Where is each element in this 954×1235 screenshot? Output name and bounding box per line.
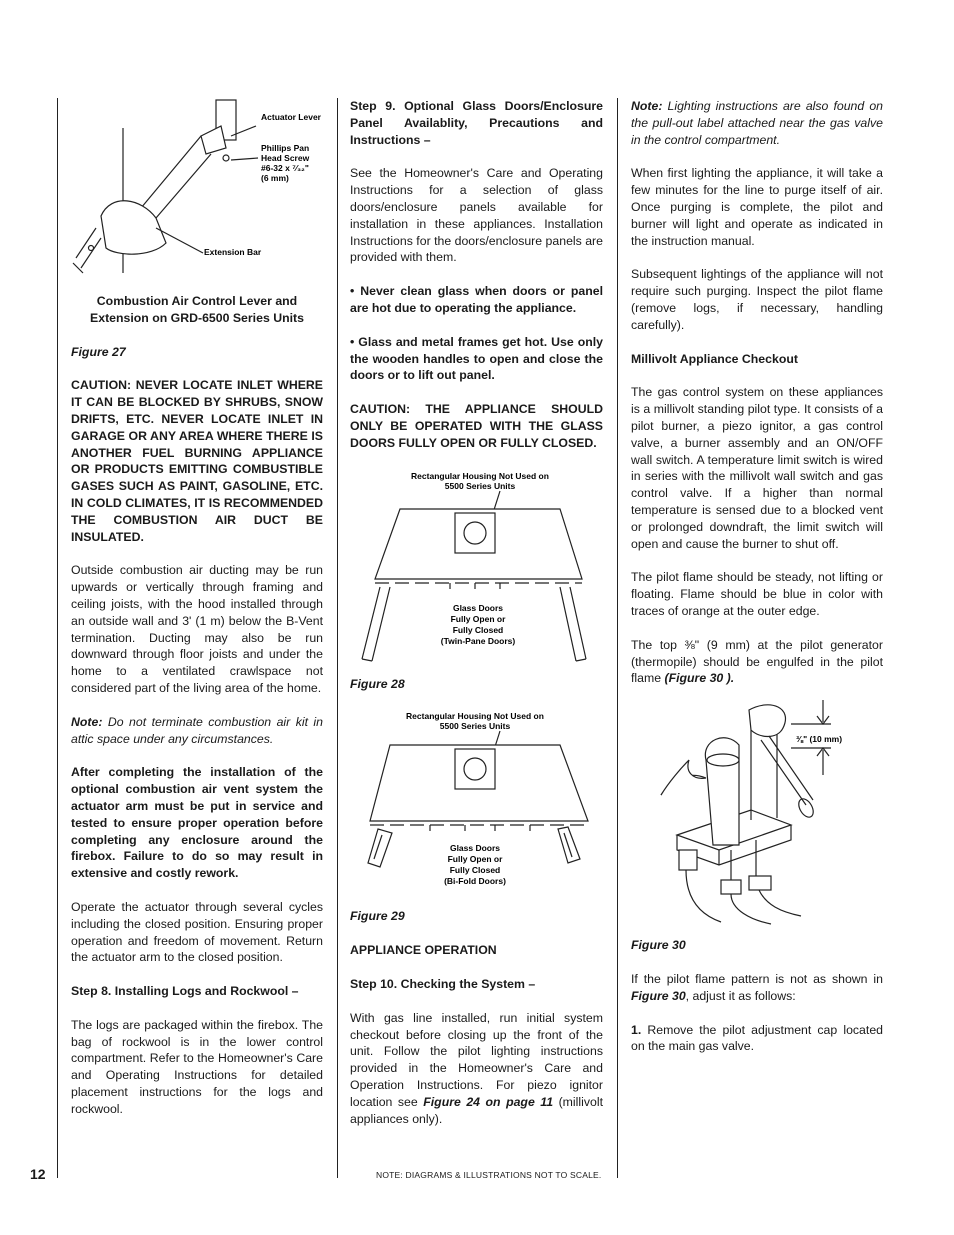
gas-control-paragraph: The gas control system on these appliances is a millivolt standing pilot type. It consists of a pilot burner, a piezo ignitor, a gas control valve, a burner assembly and an ON/OFF wall switch. A temperature limit switch is wired in series with the millivolt wall switch and gas control valve. If a higher than normal temperature is sensed due to a blocked vent or prolonged downdraft, the limit switch will open and cause the burner to shut off. — [631, 385, 883, 551]
fig28-bottom-line-2: Fully Open or — [450, 613, 506, 624]
gasline-paragraph — [350, 1010, 603, 1128]
fig27-screw-label: Phillips Pan Head Screw #6-32 x ⁷⁄₃₂" (6 mm) — [261, 143, 310, 183]
figure-29-illustration — [350, 709, 603, 894]
step-1-number: 1. — [631, 1022, 642, 1037]
fig29-bottom-line-1: Glass Doors — [449, 843, 501, 854]
note-lighting — [631, 98, 883, 148]
figure-27-illustration — [71, 98, 323, 283]
fig30-dimension-label: ⅜" (10 mm) — [796, 734, 843, 745]
gasline-text: With gas line installed, run initial system checkout before closing up the front of the unit. Follow the pilot lighting instructions provided in the Homeowner's Care and Operation Instructions. For piezo ignitor location see — [350, 1010, 603, 1109]
note-lighting-text: Lighting instructions are also found on the pull-out label attached near the gas valve in the control compartment. — [631, 99, 883, 147]
figure-29-label: Figure 29 — [350, 909, 405, 924]
scale-footnote: NOTE: DIAGRAMS & ILLUSTRATIONS NOT TO SCALE. — [376, 1170, 602, 1180]
note-label-col3: Note: — [631, 99, 663, 113]
figure-30-reference-2: Figure 30 — [631, 988, 686, 1003]
see-paragraph: See the Homeowner's Care and Operating Instructions for a selection of glass doors/enclosure panels available for installation in these appliances. Installation Instructions for the doors/enclosure panels are provided with them. — [350, 166, 603, 265]
caution-inlet: CAUTION: NEVER LOCATE INLET WHERE IT CAN BE BLOCKED BY SHRUBS, SNOW DRIFTS, ETC. NEVER LOCATE INLET IN GARAGE OR ANY AREA WHERE THERE IS ANOTHER FUEL BURNING APPLIANCE OR PRODUCTS EMITTING COMBUSTIBLE GASES SUCH AS PAINT, GASOLINE, ETC. IN COLD CLIMATES, IT IS RECOMMENDED THE COMBUSTION AIR DUCT BE INSULATED. — [71, 378, 323, 544]
column-2 — [350, 98, 603, 1144]
top-generator-text: The top ⅜" (9 mm) at the pilot generator (thermopile) should be engulfed in the pilot flame — [631, 637, 883, 686]
step-8-heading: Step 8. Installing Logs and Rockwool – — [71, 984, 299, 999]
bullet-frames-hot: • Glass and metal frames get hot. Use only the wooden handles to open and close the doors or to lift out panel. — [350, 334, 603, 383]
fig28-top-line-2: 5500 Series Units — [444, 480, 516, 491]
note-text: Do not terminate combustion air kit in attic space under any circumstances. — [71, 714, 323, 746]
step-1-text: Remove the pilot adjustment cap located on the main gas valve. — [631, 1022, 883, 1054]
step-10-heading: Step 10. Checking the System – — [350, 976, 536, 991]
fig28-bottom-line-1: Glass Doors — [452, 602, 504, 613]
fig29-top-line-2: 5500 Series Units — [439, 721, 511, 732]
if-not-text: If the pilot flame pattern is not as shown in — [631, 971, 883, 986]
bullet-glass-hot: • Never clean glass when doors or panel are hot due to operating the appliance. — [350, 284, 603, 315]
figure-30-illustration — [631, 700, 883, 925]
page-number: 12 — [30, 1166, 46, 1182]
appliance-operation-heading: APPLIANCE OPERATION — [350, 943, 497, 958]
millivolt-heading: Millivolt Appliance Checkout — [631, 351, 798, 366]
gasline-suffix: (millivolt appliances only). — [350, 1094, 603, 1126]
figure-28-illustration — [350, 469, 603, 664]
note-paragraph — [71, 714, 323, 748]
step-1-paragraph — [631, 1022, 883, 1056]
pilot-flame-paragraph: The pilot flame should be steady, not lifting or floating. Flame should be blue in color with traces of orange at the outer edge. — [631, 570, 883, 618]
logs-paragraph: The logs are packaged within the firebox. The bag of rockwool is in the lower control compartment. Refer to the Homeowner's Care and Operating Instructions for detailed placement instructions for the logs and rockwool. — [71, 1017, 323, 1116]
fig27-extension-label: Extension Bar — [204, 247, 262, 257]
if-not-paragraph — [631, 971, 883, 1005]
ducting-paragraph: Outside combustion air ducting may be run upwards or vertically through framing and ceiling joists, with the hood installed through an outside wall and 3' (1 m) below the B-Vent termination. Ducting may also be run downward through floor joists and under the home to a ventilated crawlspace not considered part of the living area of the home. — [71, 563, 323, 695]
step-9-heading: Step 9. Optional Glass Doors/Enclosure Panel Availablity, Precautions and Instructions – — [350, 99, 603, 147]
fig29-bottom-line-2: Fully Open or — [447, 854, 503, 865]
first-lighting-paragraph: When first lighting the appliance, it will take a few minutes for the line to purge itself of air. Once purging is complete, the pilot and burner will light and operate as indicated in the instruction manual. — [631, 166, 883, 248]
figure-24-reference: Figure 24 on page 11 — [423, 1094, 554, 1109]
subsequent-paragraph: Subsequent lightings of the appliance will not require such purging. Inspect the pilot flame (remove logs, if necessary, handling carefully). — [631, 267, 883, 332]
column-rule-left — [57, 98, 58, 1178]
figure-30-reference: (Figure 30 ). — [664, 671, 735, 686]
column-1 — [71, 98, 323, 1135]
figure-27-caption: Combustion Air Control Lever and Extension on GRD-6500 Series Units — [90, 294, 304, 325]
figure-30-label: Figure 30 — [631, 938, 686, 953]
caution-doors: CAUTION: THE APPLIANCE SHOULD ONLY BE OPERATED WITH THE GLASS DOORS FULLY OPEN OR FULLY CLOSED. — [350, 402, 603, 450]
fig28-top-line-1: Rectangular Housing Not Used on — [411, 470, 549, 481]
if-not-suffix: , adjust it as follows: — [685, 988, 796, 1003]
fig29-top-line-1: Rectangular Housing Not Used on — [406, 711, 544, 722]
fig29-bottom-line-3: Fully Closed — [449, 865, 501, 876]
figure-28-label: Figure 28 — [350, 676, 405, 691]
top-generator-paragraph — [631, 637, 883, 687]
operate-paragraph: Operate the actuator through several cycles including the closed position. Ensuring proper operation and freedom of movement. Return the actuator arm to the closed position. — [71, 899, 323, 965]
column-rule-right — [617, 98, 618, 1178]
fig28-bottom-line-3: Fully Closed — [452, 624, 504, 635]
figure-27-label: Figure 27 — [71, 344, 126, 359]
fig27-actuator-label: Actuator Lever — [261, 112, 321, 122]
fig29-bottom-line-4: (Bi-Fold Doors) — [444, 876, 506, 887]
column-3 — [631, 98, 883, 1072]
after-completing-paragraph: After completing the installation of the optional combustion air vent system the actuator arm must be put in service and tested to ensure proper operation before completing any enclosure around the firebox. Failure to do so may result in extensive and costly rework. — [71, 765, 323, 881]
column-rule-middle — [337, 98, 338, 1178]
note-label: Note: — [71, 714, 103, 729]
fig28-bottom-line-4: (Twin-Pane Doors) — [440, 635, 516, 646]
